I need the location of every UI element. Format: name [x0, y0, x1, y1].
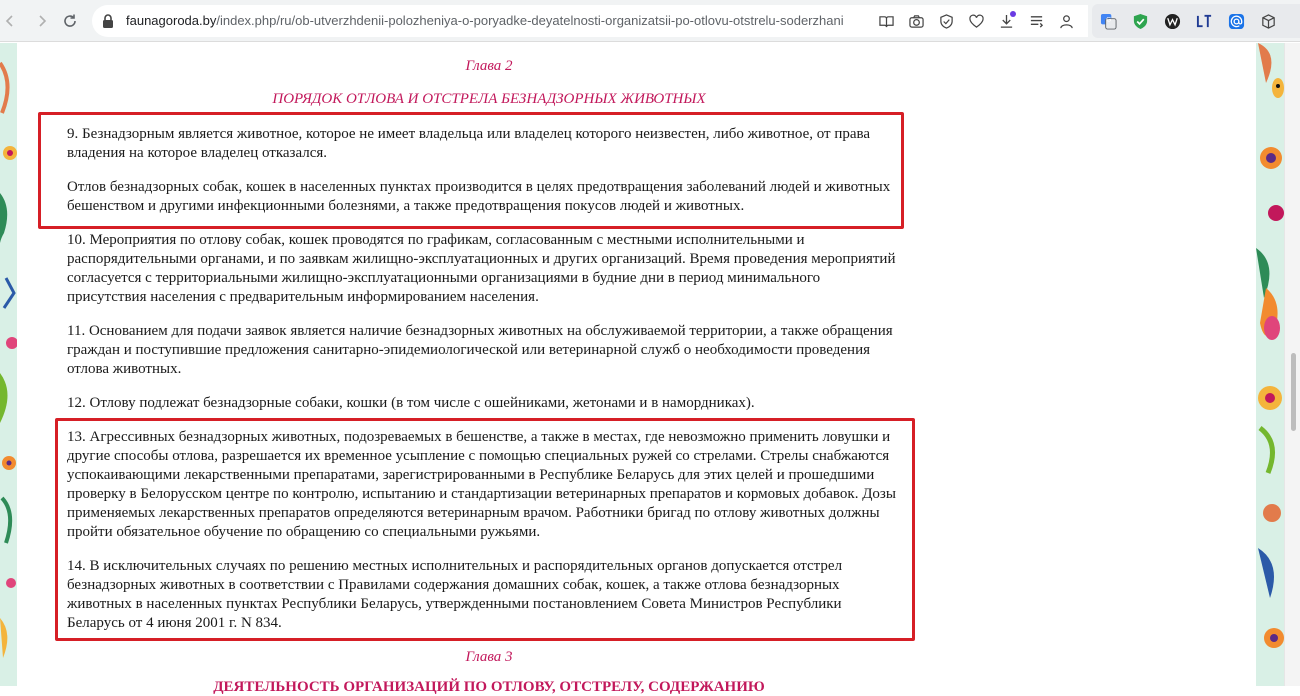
adblock-extension[interactable]	[1130, 11, 1150, 31]
arrow-left-icon	[2, 13, 18, 29]
screenshot-button[interactable]	[907, 12, 925, 30]
chapter-3-title: ДЕЯТЕЛЬНОСТЬ ОРГАНИЗАЦИЙ ПО ОТЛОВУ, ОТСТРЕЛУ, СОДЕРЖАНИЮ	[213, 679, 765, 695]
shield-check-icon	[939, 14, 954, 29]
address-bar[interactable]	[92, 5, 1088, 37]
paragraph-10: 10. Мероприятия по отлову собак, кошек проводятся по графикам, согласованным с местными исполнительными и распорядительными органами, и по заявкам жилищно-эксплуатационных и других организаций. Время проведения мероприятий согласуется с территориальными жилищно-эксплуатационными организациями в будние дни в период минимального присутствия населения с предварительным информированием населения.	[67, 232, 896, 305]
wikipedia-extension[interactable]	[1162, 11, 1182, 31]
favorites-button[interactable]	[967, 12, 985, 30]
translate-icon	[1100, 13, 1117, 30]
translate-extension[interactable]	[1098, 11, 1118, 31]
reading-mode-button[interactable]	[877, 12, 895, 30]
collections-button[interactable]	[1027, 12, 1045, 30]
chapter-2-label: Глава 2	[465, 58, 513, 74]
lock-icon	[102, 14, 114, 28]
chapter-3-label: Глава 3	[465, 649, 513, 665]
camera-icon	[909, 14, 924, 29]
paragraph-11: 11. Основанием для подачи заявок является наличие безнадзорных животных на обслуживаемой территории, а также обращения граждан и поступившие предложения санитарно-эпидемиологической или ветеринарной служб о необходимости проведения отлова животных.	[67, 323, 893, 377]
forward-button[interactable]	[30, 9, 54, 33]
decorative-background-right	[1256, 43, 1284, 686]
paragraph-9: 9. Безнадзорным является животное, которое не имеет владельца или владелец которого неизвестен, либо животное, от права владения на которое владелец отказался.	[67, 126, 871, 161]
extensions-menu-button[interactable]	[1258, 11, 1278, 31]
svg-text:G: G	[1105, 16, 1111, 23]
browser-toolbar	[0, 0, 1300, 42]
list-icon	[1029, 14, 1044, 29]
paragraph-9-continued: Отлов безнадзорных собак, кошек в населенных пунктах производится в целях предотвращения заболеваний людей и животных бешенством и другими инфекционными болезнями, а также предотвращения покусов людей и животных.	[67, 179, 891, 214]
paragraph-14: 14. В исключительных случаях по решению местных исполнительных и распорядительных органов допускается отстрел безнадзорных животных в соответствии с Правилами содержания домашних собак, кошек, а также отлова безнадзорных животных в населенных пунктах Республики Беларусь, утвержденными постановлением Совета Министров Республики Беларусь от 4 июня 2001 г. N 834.	[67, 558, 843, 631]
url-path: /index.php/ru/ob-utverzhdenii-polozheniya-o-poryadke-deyatelnosti-organizatsii-po-otlovu-otstrelu-soderzhani	[216, 13, 844, 28]
scrollbar-thumb[interactable]	[1291, 353, 1296, 431]
back-button[interactable]	[0, 9, 22, 33]
heart-icon	[969, 14, 984, 29]
download-badge	[1010, 11, 1016, 17]
at-sign-icon	[1228, 13, 1245, 30]
floral-pattern-left	[0, 43, 17, 686]
article-content	[17, 43, 1256, 695]
book-icon	[879, 14, 894, 29]
url-text[interactable]	[126, 13, 856, 31]
user-icon	[1059, 14, 1074, 29]
protection-button[interactable]	[937, 12, 955, 30]
profile-button[interactable]	[1057, 12, 1075, 30]
mail-extension[interactable]	[1226, 11, 1246, 31]
paragraph-13: 13. Агрессивных безнадзорных животных, подозреваемых в бешенстве, а также в местах, где невозможно применить ловушки и другие способы отлова, разрешается их временное усыпление с помощью специальных ружей со стрелами. Стрелы снабжаются успокаивающими лекарственными препаратами, зарегистрированными в Республике Беларусь для этих целей и прошедшими проверку в Белорусском центре по контролю, испытанию и стандартизации ветеринарных препаратов и кормовых добавок. Дозы применяемых лекарственных препаратов определяются ветеринарным врачом. Работники бригад по отлову животных должны пройти обязательное обучение по обращению со специальными ружьями.	[67, 429, 896, 540]
extensions-tray	[1092, 4, 1300, 38]
highlight-box-paragraphs-13-14	[55, 418, 915, 641]
highlight-box-paragraph-9	[38, 112, 904, 229]
reload-icon	[62, 13, 78, 29]
reload-button[interactable]	[58, 9, 82, 33]
page-scrollbar[interactable]	[1284, 43, 1300, 686]
w-circle-icon	[1164, 13, 1181, 30]
downloads-button[interactable]	[997, 12, 1015, 30]
cube-icon	[1260, 13, 1277, 30]
arrow-right-icon	[34, 13, 50, 29]
decorative-background-left	[0, 43, 17, 686]
chapter-2-title: ПОРЯДОК ОТЛОВА И ОТСТРЕЛА БЕЗНАДЗОРНЫХ ЖИВОТНЫХ	[272, 91, 706, 107]
lt-extension[interactable]	[1194, 11, 1214, 31]
url-domain: faunagoroda.by	[126, 13, 217, 28]
shield-check-icon	[1132, 13, 1149, 30]
floral-pattern-right	[1256, 43, 1284, 686]
lt-icon	[1196, 13, 1213, 30]
paragraph-12: 12. Отлову подлежат безнадзорные собаки, кошки (в том числе с ошейниками, жетонами и в намордниках).	[67, 395, 755, 411]
